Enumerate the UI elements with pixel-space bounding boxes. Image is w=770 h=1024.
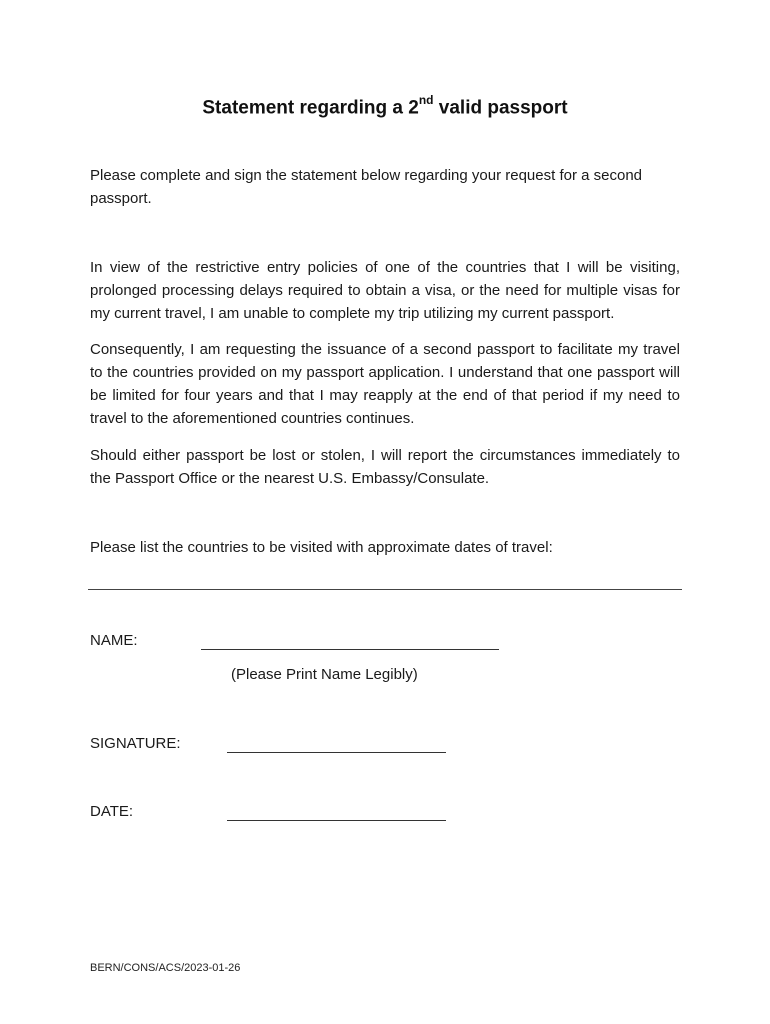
title-suffix: valid passport <box>433 97 568 119</box>
countries-list-prompt: Please list the countries to be visited with approximate dates of travel: <box>90 539 553 556</box>
countries-entry-line[interactable] <box>88 589 682 590</box>
date-entry-line[interactable] <box>227 820 446 821</box>
signature-entry-line[interactable] <box>227 752 446 753</box>
date-label: DATE: <box>90 803 134 820</box>
statement-paragraph-1: In view of the restrictive entry policies of one of the countries that I will be visiting, prolonged processing delays required to obtain a visa, or the need for multiple visas for my current travel, I am unable to complete my trip utilizing my current passport. <box>90 259 680 322</box>
name-entry-line[interactable] <box>201 649 499 650</box>
title-superscript: nd <box>418 93 434 107</box>
name-hint: (Please Print Name Legibly) <box>231 666 418 683</box>
intro-paragraph: Please complete and sign the statement below regarding your request for a second passport. <box>90 167 642 207</box>
statement-paragraph-3: Should either passport be lost or stolen, I will report the circumstances immediately to the Passport Office or the nearest U.S. Embassy/Consulate. <box>90 447 680 487</box>
statement-paragraph-2: Consequently, I am requesting the issuance of a second passport to facilitate my travel to the countries provided on my passport application. I understand that one passport will be limited for four years and that I may reapply at the end of that period if my need to travel to the aforementioned countries continues. <box>90 341 680 427</box>
signature-label: SIGNATURE: <box>90 735 181 752</box>
name-label: NAME: <box>90 632 138 649</box>
document-footer-code: BERN/CONS/ACS/2023-01-26 <box>90 962 241 974</box>
document-title <box>0 95 770 119</box>
title-prefix: Statement regarding a 2 <box>202 97 419 119</box>
